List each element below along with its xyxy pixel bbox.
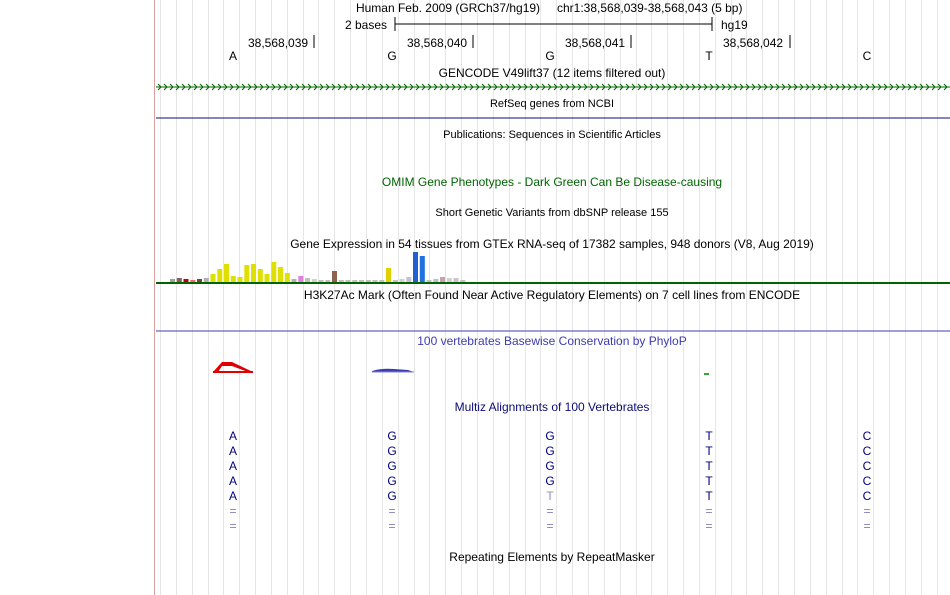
gtex-tissue-bar — [400, 279, 405, 282]
ruler-base: G — [545, 49, 555, 63]
gtex-tissue-bar — [393, 280, 398, 282]
alignment-base: = — [388, 519, 396, 533]
ruler-tick-label-4: 38,568,042 — [723, 36, 784, 50]
gtex-tissue-bar — [447, 278, 452, 282]
gtex-tissue-bar — [386, 268, 391, 282]
scale-bases-text: 2 bases — [345, 18, 388, 32]
gtex-track-title: Gene Expression in 54 tissues from GTEx RNA-seq of 17382 samples, 948 donors (V8, Aug 2019) — [290, 237, 814, 251]
gtex-tissue-bar — [244, 265, 249, 282]
alignment-base: C — [862, 459, 872, 473]
gtex-tissue-bar — [433, 279, 438, 282]
gtex-tissue-bar — [224, 264, 229, 282]
alignment-base: = — [705, 519, 713, 533]
alignment-base: C — [862, 429, 872, 443]
assembly-title: Human Feb. 2009 (GRCh37/hg19) — [355, 1, 541, 15]
alignment-base: T — [705, 489, 713, 503]
gtex-tissue-bar — [325, 280, 330, 282]
gencode-track-title: GENCODE V49lift37 (12 items filtered out) — [438, 66, 666, 80]
alignment-base: = — [388, 504, 396, 518]
gtex-tissue-bar — [305, 278, 310, 282]
gtex-tissue-bar — [332, 271, 337, 282]
scale-db-text: hg19 — [721, 18, 748, 32]
gtex-tissue-bar — [420, 256, 425, 282]
repeatmasker-track-title: Repeating Elements by RepeatMasker — [449, 550, 655, 564]
alignment-base: A — [228, 459, 237, 473]
gtex-tissue-bar — [251, 264, 256, 282]
gtex-tissue-bar — [460, 280, 465, 282]
gtex-tissue-bar — [366, 280, 371, 282]
alignment-base: G — [387, 474, 397, 488]
genome-browser-image[interactable] — [156, 0, 950, 595]
alignment-base: = — [229, 504, 237, 518]
gtex-tissue-bar — [238, 277, 243, 282]
gtex-tissue-bar — [190, 280, 195, 282]
h3k27ac-track-title: H3K27Ac Mark (Often Found Near Active Regulatory Elements) on 7 cell lines from ENCODE — [303, 288, 801, 302]
ruler-tick-label-2: 38,568,040 — [407, 36, 468, 50]
ruler-base: T — [705, 49, 713, 63]
alignment-base: = — [546, 519, 554, 533]
gtex-tissue-bar — [278, 267, 283, 282]
ruler-tick-label-3: 38,568,041 — [565, 36, 626, 50]
ruler-base: G — [387, 49, 397, 63]
dbsnp-track-title: Short Genetic Variants from dbSNP release 155 — [435, 207, 669, 219]
gtex-tissue-bar — [440, 277, 445, 282]
alignment-base: C — [862, 444, 872, 458]
alignment-base: G — [545, 474, 555, 488]
ruler-tick-label-1: 38,568,039 — [248, 36, 309, 50]
track-labels-panel — [0, 0, 155, 595]
gtex-tissue-bar — [177, 278, 182, 282]
alignment-base: T — [705, 444, 713, 458]
alignment-base: = — [863, 504, 871, 518]
alignment-base: G — [387, 444, 397, 458]
gtex-tissue-bar — [359, 280, 364, 282]
gtex-tissue-bar — [352, 280, 357, 282]
multiz-track-title: Multiz Alignments of 100 Vertebrates — [454, 400, 650, 414]
gtex-tissue-bar — [319, 280, 324, 282]
sidebar-separator — [154, 0, 155, 595]
omim-track-title: OMIM Gene Phenotypes - Dark Green Can Be Disease-causing — [381, 175, 723, 189]
alignment-base: = — [546, 504, 554, 518]
gtex-tissue-bar — [271, 262, 276, 282]
gtex-tissue-bar — [170, 279, 175, 282]
alignment-base: G — [387, 489, 397, 503]
gtex-tissue-bar — [231, 276, 236, 282]
alignment-base: T — [705, 474, 713, 488]
ruler-ticks — [314, 35, 790, 48]
gtex-tissue-bar — [292, 279, 297, 282]
alignment-base: G — [387, 429, 397, 443]
alignment-base: G — [545, 459, 555, 473]
phylop-track-title: 100 vertebrates Basewise Conservation by PhyloP — [417, 334, 687, 348]
gtex-tissue-bar — [265, 274, 270, 282]
gtex-tissue-bar — [211, 274, 216, 282]
gtex-tissue-bar — [406, 277, 411, 282]
window-position-value: chr1:38,568,039-38,568,043 (5 bp) — [557, 1, 743, 15]
scale-bar — [395, 17, 712, 31]
alignment-base: = — [863, 519, 871, 533]
gtex-tissue-bar — [285, 273, 290, 282]
gtex-tissue-bar — [217, 269, 222, 282]
gtex-tissue-bar — [373, 280, 378, 282]
publications-track-title: Publications: Sequences in Scientific Articles — [443, 129, 661, 141]
mir3659hg-gene-feature[interactable] — [156, 84, 950, 90]
alignment-base: T — [546, 489, 554, 503]
gtex-tissue-bar — [339, 280, 344, 282]
alignment-base: C — [862, 489, 872, 503]
gtex-tissue-bar — [413, 252, 418, 282]
gtex-tissue-bar — [427, 280, 432, 282]
alignment-base: G — [545, 444, 555, 458]
gtex-tissue-bar — [184, 279, 189, 282]
alignment-base: A — [228, 489, 237, 503]
alignment-base: T — [705, 429, 713, 443]
gtex-tissue-bar — [204, 278, 209, 282]
alignment-base: = — [229, 519, 237, 533]
alignment-base: A — [228, 444, 237, 458]
gtex-tissue-bar — [298, 276, 303, 282]
alignment-base: = — [705, 504, 713, 518]
refseq-track-title: RefSeq genes from NCBI — [489, 98, 615, 110]
gtex-tissue-bar — [379, 280, 384, 282]
gtex-tissue-bar — [454, 278, 459, 282]
alignment-base: T — [705, 459, 713, 473]
alignment-base: A — [228, 474, 237, 488]
alignment-base: A — [228, 429, 237, 443]
ruler-base: A — [228, 49, 237, 63]
gtex-tissue-bar — [258, 269, 263, 282]
gtex-tissue-bar — [197, 279, 202, 282]
gtex-tissue-bar — [312, 279, 317, 282]
alignment-base: G — [387, 459, 397, 473]
gtex-tissue-bar — [346, 280, 351, 282]
alignment-base: C — [862, 474, 872, 488]
gtex-bar-graph[interactable] — [170, 252, 465, 282]
ruler-base: C — [862, 49, 872, 63]
alignment-base: G — [545, 429, 555, 443]
phylop-signal[interactable] — [213, 362, 709, 374]
